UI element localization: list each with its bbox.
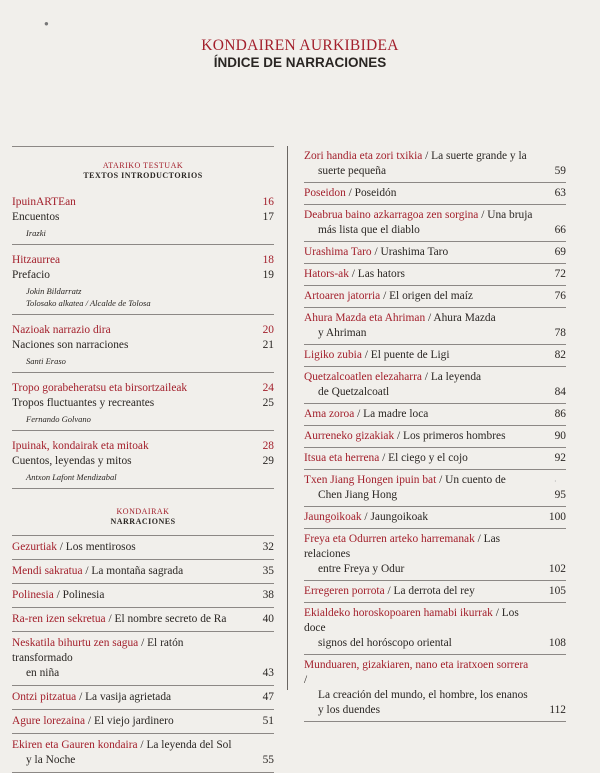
divider: [12, 314, 274, 315]
entry-title-row: [12, 381, 274, 396]
page-number: 78: [554, 327, 566, 339]
narration-title-eu: Ra-ren izen sekretua: [12, 613, 106, 625]
separator: /: [379, 452, 389, 464]
narration-row: [12, 738, 274, 768]
narration-text: [304, 348, 534, 363]
narration-title-eu: Txen Jiang Hongen ipuin bat: [304, 474, 437, 486]
entry-title-row: [12, 439, 274, 454]
narration-row: [304, 311, 566, 341]
narration-line: [304, 149, 534, 164]
narration-title-es: La leyenda: [430, 371, 482, 383]
entry-title-row-es: [12, 268, 274, 283]
separator: /: [361, 349, 371, 361]
separator: /: [380, 290, 390, 302]
separator: /: [348, 268, 358, 280]
entry-title-row-es: [12, 396, 274, 411]
narration-entry: [304, 242, 566, 263]
narration-text: [304, 429, 534, 444]
left-column: [12, 146, 274, 773]
narration-line: [304, 267, 534, 282]
narration-row: [304, 245, 566, 260]
page-number: 92: [554, 452, 566, 464]
narration-title-es: La suerte grande y la: [431, 150, 527, 162]
narration-text: [304, 370, 534, 400]
narration-text: [12, 690, 242, 705]
page-number: 47: [262, 691, 274, 703]
page-number: 105: [548, 585, 566, 597]
entry-title-eu: Ipuinak, kondairak eta mitoak: [12, 440, 149, 452]
narration-line: [304, 451, 534, 466]
narration-text: [12, 714, 242, 729]
narration-title-es: El ciego y el cojo: [388, 452, 468, 464]
narration-title-es: Los primeros hombres: [403, 430, 506, 442]
narration-title-es-cont: entre Freya y Odur: [318, 563, 405, 575]
narration-title-eu: Urashima Taro: [304, 246, 372, 258]
author-name: Fernando Golvano: [26, 414, 91, 424]
narration-row: [304, 348, 566, 363]
page-number: 32: [262, 541, 274, 553]
intro-list: [12, 191, 274, 493]
entry-title-eu: IpuinARTEan: [12, 196, 76, 208]
narration-title-es: Los doce: [304, 607, 519, 634]
narration-title-es: Los mentirosos: [65, 541, 136, 553]
narration-line: [304, 186, 534, 201]
narration-title-eu: Quetzalcoatlen elezaharra: [304, 371, 422, 383]
entry-title-eu: Hitzaurrea: [12, 254, 61, 266]
separator: /: [76, 691, 86, 703]
divider: [12, 430, 274, 431]
narration-line: [304, 208, 534, 223]
page-subtitle: ÍNDICE DE NARRACIONES: [213, 55, 387, 70]
narration-text: [304, 451, 534, 466]
narration-title-es-cont: La creación del mundo, el hombre, los enanos: [318, 689, 528, 701]
narration-title-eu: Itsua eta herrena: [304, 452, 380, 464]
narration-line: [12, 636, 242, 666]
narration-row: [304, 267, 566, 282]
narration-title-es: El puente de Ligi: [370, 349, 450, 361]
entry-title-es: Encuentos: [12, 211, 60, 223]
separator: /: [371, 246, 381, 258]
entry-title-row-es: [12, 338, 274, 353]
narration-line: [304, 606, 534, 636]
section-heading-narrations: KONDAIRAK NARRACIONES: [110, 507, 176, 526]
narration-entry: [12, 584, 274, 607]
narration-title-es: Las hators: [357, 268, 405, 280]
narration-title-es-cont: y la Noche: [26, 754, 76, 766]
narration-title-eu: Munduaren, gizakiaren, nano eta iratxoen sorrera: [304, 659, 529, 671]
narration-title-es: Jaungoikoak: [370, 511, 429, 523]
narration-title-eu: Artoaren jatorria: [304, 290, 381, 302]
narration-row: [304, 532, 566, 577]
page-number: 55: [262, 754, 274, 766]
narration-title-eu: Jaungoikoak: [304, 511, 362, 523]
divider: [12, 244, 274, 245]
narration-entry: [304, 581, 566, 602]
narration-row: [304, 289, 566, 304]
narration-title-es: Las relaciones: [304, 533, 501, 560]
narration-entry: [12, 560, 274, 583]
narration-row: [12, 636, 274, 681]
narration-title-eu: Mendi sakratua: [12, 565, 83, 577]
entry-title-row-es: [12, 454, 274, 469]
narration-line: [304, 510, 534, 525]
narration-title-es: Polinesia: [62, 589, 105, 601]
entry-title-eu: Nazioak narrazio dira: [12, 324, 111, 336]
separator: /: [425, 312, 434, 324]
narration-entry: [304, 146, 566, 182]
narration-text: [12, 612, 242, 627]
narration-entry: [304, 205, 566, 241]
page-number: 43: [262, 667, 274, 679]
author-name: Antxon Lafont Mendizabal: [26, 472, 117, 482]
narration-row: [304, 658, 566, 718]
narration-row: [304, 370, 566, 400]
narration-row: [304, 473, 566, 503]
narration-text: [304, 510, 534, 525]
narration-entry: [304, 655, 566, 721]
page-title: KONDAIREN AURKIBIDEA: [201, 37, 399, 54]
separator: /: [384, 585, 394, 597]
narration-row: [304, 429, 566, 444]
narration-title-es-cont: de Quetzalcoatl: [318, 386, 390, 398]
narration-title-eu: Neskatila bihurtu zen sagua: [12, 637, 139, 649]
narration-row: [12, 564, 274, 579]
narration-text: [304, 407, 534, 422]
divider: [304, 721, 566, 722]
narration-text: [12, 588, 242, 603]
narration-entry: [304, 183, 566, 204]
separator: /: [56, 541, 66, 553]
page-number: 21: [262, 339, 274, 351]
entry-title-row: [12, 195, 274, 210]
narration-title-eu: Ama zoroa: [304, 408, 355, 420]
narration-row: [304, 584, 566, 599]
narration-entry: [304, 529, 566, 580]
page-number: 66: [554, 224, 566, 236]
narration-title-es: Un cuento de: [445, 474, 506, 486]
narration-title-eu: Zori handia eta zori txikia: [304, 150, 423, 162]
narration-title-es-cont: en niña: [26, 667, 60, 679]
page-number: 82: [554, 349, 566, 361]
page-number: 69: [554, 246, 566, 258]
page-number: 102: [548, 563, 566, 575]
narration-text: [12, 636, 242, 681]
narration-text: [304, 584, 534, 599]
narration-title-es: La vasija agrietada: [85, 691, 172, 703]
print-mark: ·: [554, 477, 557, 486]
narration-title-es-cont: suerte pequeña: [318, 165, 386, 177]
separator: /: [422, 150, 432, 162]
entry-title-es: Cuentos, leyendas y mitos: [12, 455, 132, 467]
separator: /: [436, 474, 446, 486]
narration-text: [304, 149, 534, 179]
narration-entry: [304, 603, 566, 654]
narration-line: [12, 714, 242, 729]
narration-line: [12, 612, 242, 627]
narration-entry: [304, 367, 566, 403]
page-number: 38: [262, 589, 274, 601]
narration-text: [304, 289, 534, 304]
page-number: 19: [262, 269, 274, 281]
narration-entry: [12, 734, 274, 772]
entry-title-es: Naciones son narraciones: [12, 339, 129, 351]
narration-row: [304, 606, 566, 651]
narration-title-es: La leyenda del Sol: [146, 739, 232, 751]
author-name: Irazki: [26, 228, 46, 238]
separator: /: [137, 739, 147, 751]
narration-entry: [304, 308, 566, 344]
separator: /: [53, 589, 63, 601]
page-number: 76: [554, 290, 566, 302]
narration-title-eu: Erregeren porrota: [304, 585, 385, 597]
narration-title-es-cont: Chen Jiang Hong: [318, 489, 398, 501]
narration-title-es-cont: signos del horóscopo oriental: [318, 637, 452, 649]
narration-title-eu: Aurreneko gizakiak: [304, 430, 395, 442]
section-heading-intro: ATARIKO TESTUAK TEXTOS INTRODUCTORIOS: [83, 161, 203, 180]
column-divider: [287, 146, 288, 690]
narration-list-right: [304, 146, 566, 722]
narration-line: [12, 690, 242, 705]
narration-title-eu: Poseidon: [304, 187, 346, 199]
narration-title-es: El viejo jardinero: [93, 715, 174, 727]
page-number: 112: [549, 704, 566, 716]
narration-row: [12, 714, 274, 729]
entry-title-es: Tropos fluctuantes y recreantes: [12, 397, 155, 409]
narration-title-eu: Ekialdeko horoskopoaren hamabi ikurrak: [304, 607, 493, 619]
narration-title-es: El ratón transformado: [12, 637, 184, 664]
page-number: 51: [262, 715, 274, 727]
entry-title-row: [12, 323, 274, 338]
narration-title-es-cont: y Ahriman: [318, 327, 367, 339]
author-name: Jokin Bildarratz: [26, 286, 82, 296]
separator: /: [138, 637, 148, 649]
narration-line: [304, 245, 534, 260]
narration-text: [304, 186, 534, 201]
narration-entry: [304, 426, 566, 447]
separator: /: [354, 408, 364, 420]
narration-title-es: La montaña sagrada: [91, 565, 184, 577]
narration-line: [12, 588, 242, 603]
narration-line: [304, 658, 534, 688]
narration-row: [12, 690, 274, 705]
narration-list-left: [12, 535, 274, 773]
separator: /: [105, 613, 115, 625]
intro-entry: [12, 191, 274, 249]
narration-title-eu: Gezurtiak: [12, 541, 57, 553]
page-number: 100: [548, 511, 566, 523]
narration-entry: [12, 632, 274, 685]
narration-title-es: La madre loca: [363, 408, 429, 420]
narration-entry: [304, 448, 566, 469]
intro-entry: [12, 435, 274, 493]
separator: /: [345, 187, 355, 199]
page-number: 17: [262, 211, 274, 223]
intro-entry: [12, 249, 274, 319]
separator: /: [478, 209, 488, 221]
separator: /: [361, 511, 371, 523]
intro-entry: [12, 377, 274, 435]
narration-title-es: El nombre secreto de Ra: [114, 613, 227, 625]
page-number: 20: [262, 324, 274, 336]
separator: /: [492, 607, 502, 619]
entry-title-row-es: [12, 210, 274, 225]
page-number: 16: [262, 196, 274, 208]
narration-title-es: La derrota del rey: [393, 585, 475, 597]
author-name: Santi Eraso: [26, 356, 66, 366]
right-column: [304, 146, 566, 722]
narration-text: [304, 245, 534, 260]
narration-title-eu: Freya eta Odurren arteko harremanak: [304, 533, 475, 545]
narration-row: [304, 208, 566, 238]
narration-row: [304, 407, 566, 422]
narration-line: [304, 311, 534, 326]
page-number: 25: [262, 397, 274, 409]
narration-title-eu: Agure lorezaina: [12, 715, 86, 727]
divider: [12, 372, 274, 373]
narration-line: [304, 348, 534, 363]
page-number: 95: [554, 489, 566, 501]
narration-entry: [304, 404, 566, 425]
narration-row: [304, 186, 566, 201]
narration-line: [304, 473, 534, 488]
narration-title-eu: Ahura Mazda eta Ahriman: [304, 312, 426, 324]
narration-title-es: Ahura Mazda: [433, 312, 496, 324]
narration-text: [304, 267, 534, 282]
narration-title-eu: Polinesia: [12, 589, 54, 601]
page-number: 84: [554, 386, 566, 398]
narration-entry: [304, 345, 566, 366]
narration-entry: [304, 470, 566, 506]
narration-line: [304, 532, 534, 562]
narration-text: [12, 738, 242, 768]
page-number: 59: [554, 165, 566, 177]
narration-title-es-cont: más lista que el diablo: [318, 224, 420, 236]
narration-text: [304, 208, 534, 238]
narration-line: [304, 407, 534, 422]
entry-title-row: [12, 253, 274, 268]
narration-row: [304, 149, 566, 179]
separator: /: [394, 430, 404, 442]
narration-entry: [304, 507, 566, 528]
narration-entry: [12, 710, 274, 733]
narration-title-eu: Hators-ak: [304, 268, 349, 280]
page-number: 29: [262, 455, 274, 467]
page-number: 72: [554, 268, 566, 280]
narration-entry: [12, 686, 274, 709]
narration-entry: [304, 286, 566, 307]
separator: /: [421, 371, 431, 383]
intro-entry: [12, 319, 274, 377]
narration-text: [304, 606, 534, 651]
page-number: 24: [262, 382, 274, 394]
narration-row: [12, 588, 274, 603]
narration-line: [304, 289, 534, 304]
separator: /: [304, 674, 308, 686]
narration-line: [304, 429, 534, 444]
narration-line: [12, 738, 242, 753]
narration-entry: [12, 608, 274, 631]
page-number: 86: [554, 408, 566, 420]
narration-row: [304, 451, 566, 466]
narration-title-es: Una bruja: [487, 209, 533, 221]
page-number: 90: [554, 430, 566, 442]
narration-text: [304, 532, 534, 577]
narration-text: [12, 540, 242, 555]
narration-line: [12, 540, 242, 555]
narration-row: [12, 612, 274, 627]
narration-title-eu: Ontzi pitzatua: [12, 691, 77, 703]
narration-title-es: Urashima Taro: [380, 246, 449, 258]
author-name: Tolosako alkatea / Alcalde de Tolosa: [26, 298, 151, 308]
narration-title-es: El origen del maíz: [389, 290, 473, 302]
narration-title-es-cont: y los duendes: [318, 704, 381, 716]
print-mark: ●: [44, 19, 49, 28]
narration-title-eu: Ekiren eta Gauren kondaira: [12, 739, 138, 751]
narration-line: [304, 584, 534, 599]
narration-text: [12, 564, 242, 579]
narration-title-eu: Deabrua baino azkarragoa zen sorgina: [304, 209, 479, 221]
narration-text: [304, 658, 534, 718]
page-number: 18: [262, 254, 274, 266]
page-number: 28: [262, 440, 274, 452]
narration-title-eu: Ligiko zubia: [304, 349, 362, 361]
separator: /: [474, 533, 484, 545]
narration-text: [304, 311, 534, 341]
narration-text: [304, 473, 534, 503]
narration-line: [304, 370, 534, 385]
separator: /: [82, 565, 92, 577]
narration-row: [12, 540, 274, 555]
narration-title-es: Poseidón: [354, 187, 397, 199]
narration-entry: [304, 264, 566, 285]
page-number: 40: [262, 613, 274, 625]
narration-line: [12, 564, 242, 579]
entry-title-eu: Tropo gorabeheratsu eta birsortzaileak: [12, 382, 188, 394]
narration-entry: [12, 536, 274, 559]
page-number: 108: [548, 637, 566, 649]
page-number: 35: [262, 565, 274, 577]
narration-row: [304, 510, 566, 525]
page-number: 63: [554, 187, 566, 199]
separator: /: [85, 715, 94, 727]
entry-title-es: Prefacio: [12, 269, 50, 281]
divider: [12, 488, 274, 489]
